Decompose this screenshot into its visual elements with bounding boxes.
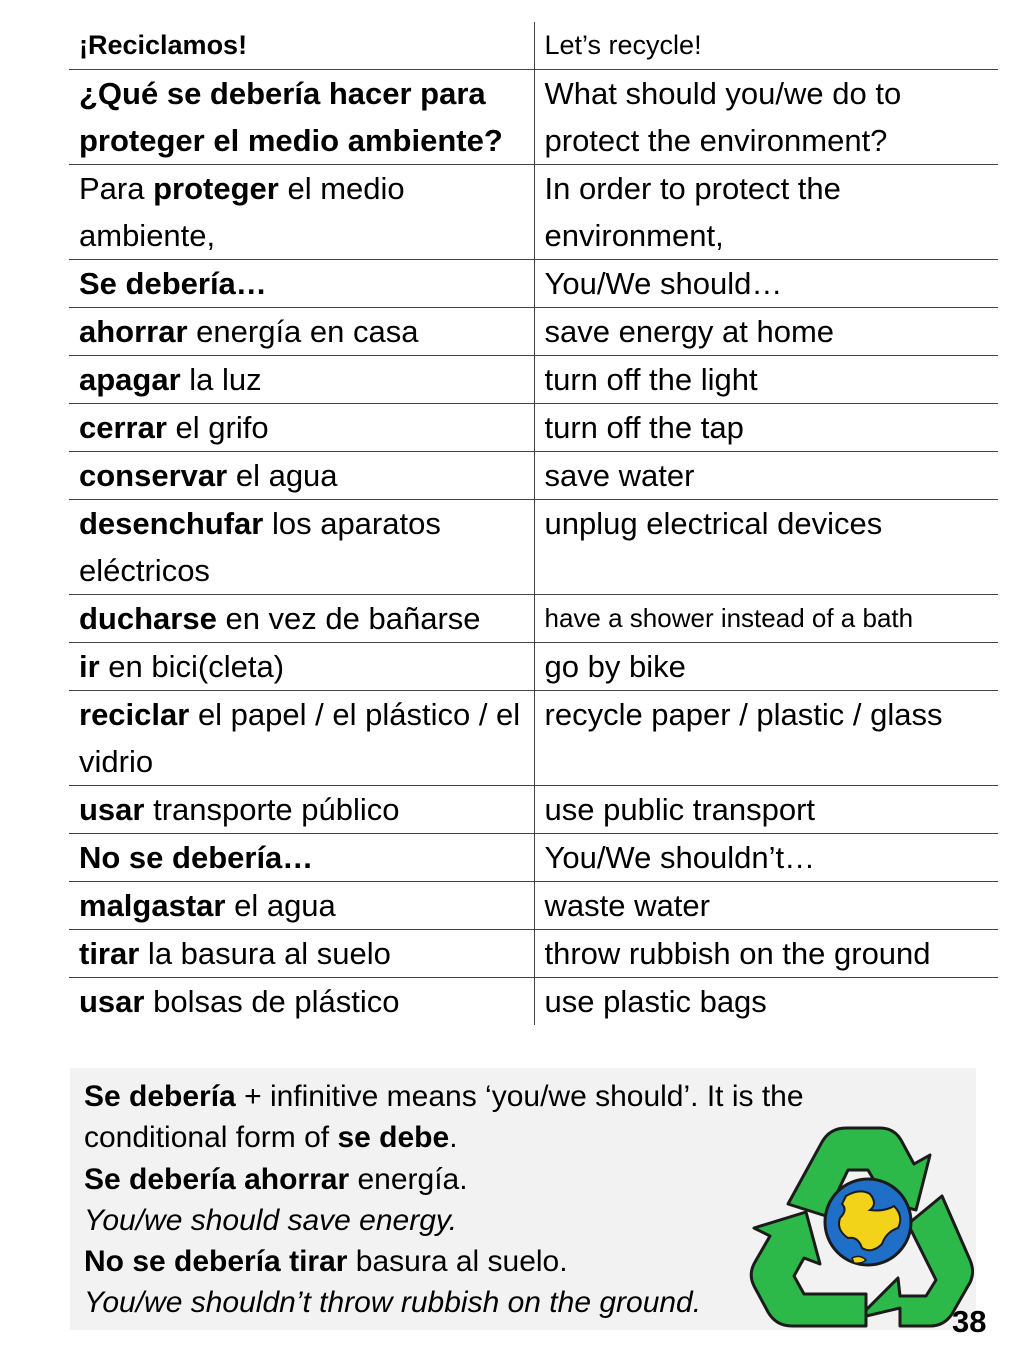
spanish-bold-text: ¿Qué se debería hacer para proteger el medio ambiente? [79,76,503,158]
globe-icon [825,1179,911,1265]
spanish-cell [69,834,534,882]
note-bold-text: Se debería ahorrar [84,1162,350,1196]
note-text: basura al suelo. [347,1245,568,1279]
spanish-rest-text: la basura al suelo [139,936,391,971]
table-row [69,165,998,260]
note-text: + infinitive means ‘you/we should’. It is the [235,1080,804,1113]
spanish-cell [69,691,534,786]
english-cell: You/We should… [534,260,998,308]
spanish-cell [69,930,534,978]
english-cell: have a shower instead of a bath [534,595,998,643]
spanish-cell [69,643,534,691]
english-cell: use public transport [534,786,998,834]
spanish-bold-text: No se debería… [79,840,314,875]
spanish-rest-text: el medio ambiente, [79,171,405,253]
english-cell: What should you/we do to protect the environment? [534,70,998,165]
table-row [69,643,998,691]
spanish-bold-text: Se debería… [79,266,267,301]
table-row [69,70,998,165]
table-row [69,882,998,930]
spanish-cell [69,356,534,404]
spanish-bold-text: malgastar [79,888,226,923]
spanish-cell [69,70,534,165]
spanish-rest-text: los aparatos eléctricos [79,506,441,588]
table-row [69,595,998,643]
spanish-rest-text: el grifo [166,410,269,445]
spanish-cell [69,452,534,500]
recycle-logo-icon [748,1112,974,1334]
note-line-italic: You/we shouldn’t throw rubbish on the ground. [84,1286,702,1320]
spanish-bold-text: proteger [153,171,279,206]
vocab-table [69,22,998,1025]
note-bold-text: No se debería tirar [84,1245,348,1279]
table-row [69,930,998,978]
table-row [69,22,998,70]
english-cell: use plastic bags [544,984,767,1019]
spanish-cell [69,308,534,356]
english-cell: You/We shouldn’t… [534,834,998,882]
english-cell: save water [534,452,998,500]
table-row [69,978,998,1026]
table-row [69,308,998,356]
spanish-rest-text: energía en casa [187,314,419,349]
spanish-bold-text: apagar [79,362,181,397]
english-cell: throw rubbish on the ground [534,930,998,978]
spanish-cell [69,260,534,308]
spanish-bold-text: usar [79,984,145,1019]
spanish-cell [69,404,534,452]
english-cell: save energy at home [534,308,998,356]
spanish-bold-text: ahorrar [79,314,188,349]
spanish-rest-text: bolsas de plástico [144,984,400,1019]
spanish-cell [69,786,534,834]
english-cell: Let’s recycle! [534,22,998,70]
note-bold-text: Se debería [84,1080,236,1113]
spanish-cell [69,978,534,1026]
spanish-bold-text: ¡Reciclamos! [79,30,248,60]
table-row [69,786,998,834]
spanish-bold-text: usar [79,792,145,827]
spanish-cell [69,595,534,643]
table-row [69,500,998,595]
english-cell: recycle paper / plastic / glass [534,691,998,786]
spanish-rest-text: el agua [225,888,336,923]
table-row [69,452,998,500]
spanish-rest-text: en vez de bañarse [216,601,481,636]
spanish-rest-text: el agua [227,458,338,493]
spanish-bold-text: conservar [79,458,228,493]
table-row [69,691,998,786]
spanish-bold-text: ducharse [79,601,217,636]
spanish-rest-text: transporte público [144,792,400,827]
note-bold-text: se debe [337,1121,450,1155]
spanish-rest-text: el papel / el plástico / el vidrio [79,697,521,779]
note-text: energía. [349,1162,468,1196]
spanish-bold-text: reciclar [79,697,190,732]
note-text: . [449,1121,458,1155]
table-row [69,260,998,308]
english-cell: unplug electrical devices [534,500,998,595]
spanish-bold-text: desenchufar [79,506,264,541]
spanish-prefix-text: Para [79,171,154,206]
spanish-bold-text: cerrar [79,410,167,445]
note-text: conditional form of [84,1121,338,1155]
spanish-bold-text: tirar [79,936,140,971]
page-number: 38 [952,1304,987,1339]
table-row [69,356,998,404]
spanish-cell [69,500,534,595]
english-cell: waste water [534,882,998,930]
spanish-cell [69,882,534,930]
spanish-cell [69,165,534,260]
table-row [69,404,998,452]
english-cell: turn off the light [534,356,998,404]
spanish-bold-text: ir [79,649,100,684]
english-cell: go by bike [534,643,998,691]
spanish-rest-text: en bici(cleta) [99,649,285,684]
table-row [69,834,998,882]
spanish-cell [69,22,534,70]
english-cell: In order to protect the environment, [534,165,998,260]
note-line-italic: You/we should save energy. [84,1203,458,1237]
spanish-rest-text: la luz [180,362,262,397]
english-cell: turn off the tap [534,404,998,452]
